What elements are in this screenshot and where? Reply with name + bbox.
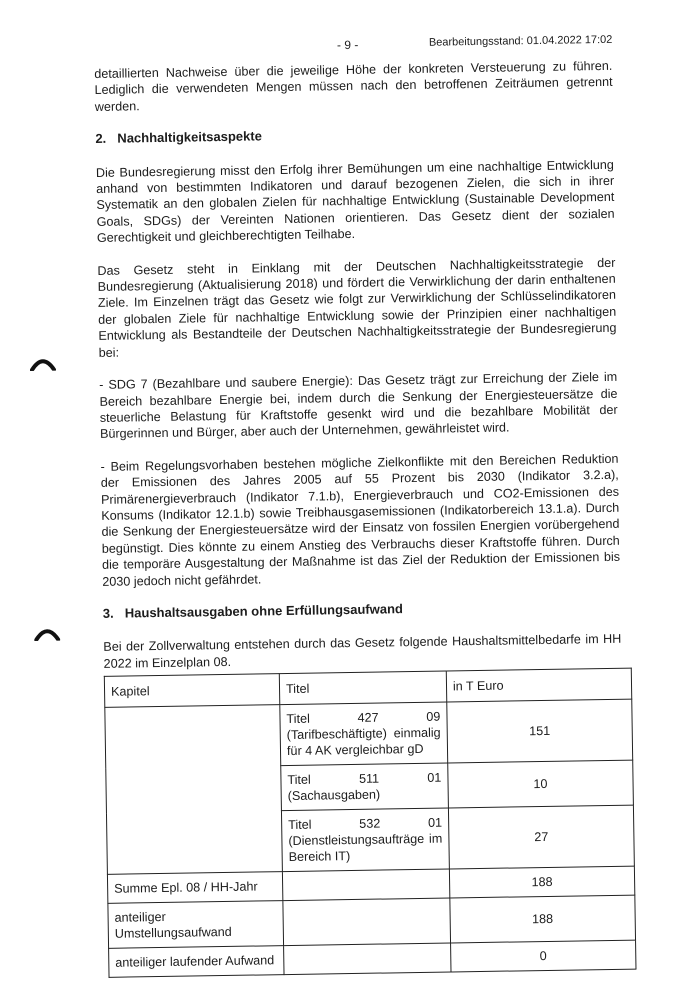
titel-cell: Titel 532 01 (Dienstleistungsaufträge im Bereich IT) [281,808,449,872]
document-body [94,58,626,978]
section-title: Nachhaltigkeitsaspekte [117,128,262,146]
titel-cell [282,869,449,901]
kapitel-cell [105,705,283,875]
column-header-kapitel: Kapitel [104,674,279,708]
betrag-cell: 27 [448,805,634,869]
intro-paragraph: detaillierten Nachweise über die jeweilige Höhe der konkreten Versteuerung zu führen. Lediglich die verwendeten Mengen müssen nach den betroffenen Zeiträumen getrennt werden. [94,58,613,114]
titel-cell: Titel 511 01 (Sachausgaben) [281,763,449,811]
budget-intro-paragraph: Bei der Zollverwaltung entstehen durch das Gesetz folgende Haushaltsmittelbedarfe im HH 2022 im Einzelplan 08. [103,632,622,671]
betrag-cell: 0 [450,940,636,972]
betrag-cell: 188 [450,895,636,943]
column-header-titel: Titel [279,671,446,705]
paragraph: - SDG 7 (Bezahlbare und saubere Energie): Das Gesetz trägt zur Erreichung der Ziele im Bereich bezahlbare Energie bei, indem durch die Senkung der Energiesteuersätze die steuerliche Belastung für Kraftstoffe gesenkt wird und die bezahlbare Mobilität der Bürgerinnen und Bürger, aber auch der Unternehmen, gewährleistet wird. [99,369,618,442]
editing-status: Bearbeitungsstand: 01.04.2022 17:02 [428,33,613,49]
betrag-cell: 151 [447,699,633,763]
section-number: 2. [95,131,107,147]
column-header-betrag: in T Euro [446,668,632,702]
punch-hole-mark-icon [34,627,60,641]
page-number: - 9 - [336,37,359,53]
betrag-cell: 188 [449,866,635,898]
budget-table [104,668,637,978]
section-heading-haushaltsausgaben [103,598,621,623]
paragraph: - Beim Regelungsvorhaben bestehen mögliche Zielkonflikte mit den Bereichen Reduktion der Emissionen des Jahres 2005 auf 55 Prozent bis 2030 (Indikator 3.2.a), Primärenergieverbrauch (Indikator 7.1.b), Energieverbrauch und CO2-Emissionen des Konsums (Indikator 12.1.b) sowie Treibhausgasemissionen (Indikatorbereich 13.1.a). Durch die Senkung der Energiesteuersätze wird der Einsatz von fossilen Energien vorübergehend begünstigt. Dies könnte zu einem Anstieg des Verbrauchs dieser Kraftstoffe führen. Durch die temporäre Ausgestaltung der Maßnahme ist das Ziel der Reduktion der Emissionen bis 2030 jedoch nicht gefährdet. [100,451,621,589]
section-number: 3. [102,605,114,621]
table-row [105,699,633,768]
titel-cell [284,943,451,975]
paragraph: Das Gesetz steht in Einklang mit der Deutschen Nachhaltigkeitsstrategie der Bundesregierung (Aktualisierung 2018) und fördert die Verwirklichung der darin enthaltenen Ziele. Im Einzelnen trägt das Gesetz wie folgt zur Verwirklichung der Schlüsselindikatoren der globalen Ziele für nachhaltige Entwicklung sowie der Prinzipien einer nachhaltigen Entwicklung als Bestandteile der Deutschen Nachhaltigkeitsstrategie der Bundesregierung bei: [97,255,617,360]
kapitel-cell: anteiliger Umstellungsaufwand [108,901,284,949]
titel-cell: Titel 427 09 (Tarifbeschäftigte) einmalig für 4 AK vergleichbar gD [280,702,448,766]
paragraph: Die Bundesregierung misst den Erfolg ihrer Bemühungen um eine nachhaltige Entwicklung anhand von bestimmten Indikatoren und darauf bezogenen Zielen, die sich in ihrer Systematik an den globalen Zielen für nachhaltige Entwicklung (Sustainable Development Goals, SDGs) der Vereinten Nationen orientieren. Das Gesetz dient der sozialen Gerechtigkeit und gleichberechtigten Teilhabe. [95,157,615,246]
page-header [0,31,693,60]
betrag-cell: 10 [448,760,634,808]
section-heading-nachhaltigkeit [95,123,613,148]
section-title: Haushaltsausgaben ohne Erfüllungsaufwand [124,601,404,621]
punch-hole-mark-icon [30,357,56,371]
kapitel-cell: anteiliger laufender Aufwand [109,946,284,978]
titel-cell [283,898,451,946]
kapitel-cell: Summe Epl. 08 / HH-Jahr [107,872,282,904]
